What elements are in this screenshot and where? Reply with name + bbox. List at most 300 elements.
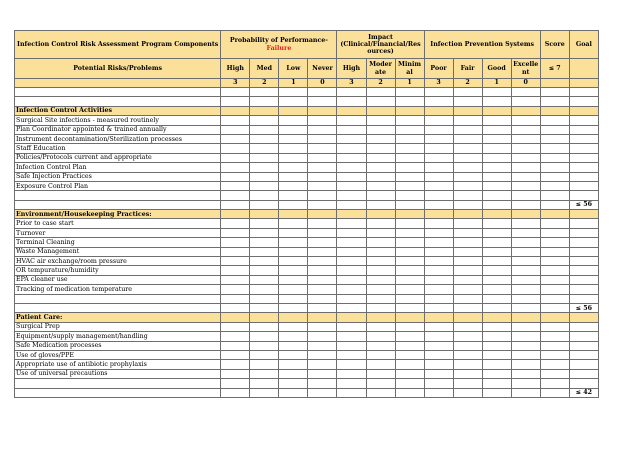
rating-cell[interactable] [482,181,511,190]
rating-cell[interactable] [453,172,482,181]
rating-cell[interactable] [366,360,395,369]
section-row [15,106,599,115]
rating-cell [250,303,279,312]
rating-cell[interactable] [279,350,308,359]
rating-cell [511,303,540,312]
rating-cell [482,106,511,115]
rating-cell[interactable] [482,257,511,266]
rating-cell[interactable] [366,238,395,247]
rating-cell[interactable] [395,341,424,350]
rating-cell[interactable] [395,369,424,378]
rating-cell[interactable] [453,360,482,369]
rating-cell[interactable] [221,172,250,181]
rating-cell [366,303,395,312]
rating-cell[interactable] [511,332,540,341]
rating-cell[interactable] [221,181,250,190]
rating-cell[interactable] [482,360,511,369]
rating-cell[interactable] [366,266,395,275]
rating-cell[interactable] [424,285,453,294]
rating-cell[interactable] [511,153,540,162]
rating-cell[interactable] [366,228,395,237]
rating-cell[interactable] [250,153,279,162]
rating-cell[interactable] [366,350,395,359]
rating-cell[interactable] [366,275,395,284]
rating-cell[interactable] [424,238,453,247]
rating-cell[interactable] [453,134,482,143]
rating-cell[interactable] [308,360,337,369]
score-cell [540,303,569,312]
rating-cell[interactable] [337,341,366,350]
risk-item: Exposure Control Plan [15,181,221,190]
rating-cell[interactable] [395,350,424,359]
rating-cell[interactable] [366,144,395,153]
rating-cell[interactable] [511,257,540,266]
rating-cell[interactable] [337,360,366,369]
rating-cell[interactable] [511,116,540,125]
table-row [15,228,599,237]
rating-cell[interactable] [221,163,250,172]
rating-cell[interactable] [308,322,337,331]
rating-cell[interactable] [453,219,482,228]
rating-cell [453,379,482,388]
rating-cell[interactable] [366,181,395,190]
rating-cell[interactable] [308,275,337,284]
rating-cell[interactable] [482,266,511,275]
rating-cell[interactable] [337,369,366,378]
rating-cell[interactable] [308,134,337,143]
rating-cell[interactable] [424,116,453,125]
total-row [15,200,599,209]
rating-cell[interactable] [337,172,366,181]
rating-cell[interactable] [279,219,308,228]
rating-cell[interactable] [221,228,250,237]
rating-cell[interactable] [279,369,308,378]
rating-cell[interactable] [395,322,424,331]
rating-cell[interactable] [395,257,424,266]
rating-cell[interactable] [482,275,511,284]
rating-cell[interactable] [366,247,395,256]
rating-cell[interactable] [221,125,250,134]
rating-cell[interactable] [453,144,482,153]
rating-cell[interactable] [395,125,424,134]
rating-cell[interactable] [424,257,453,266]
rating-cell[interactable] [424,360,453,369]
rating-cell[interactable] [395,332,424,341]
rating-cell[interactable] [395,163,424,172]
rating-cell[interactable] [279,360,308,369]
rating-cell [453,88,482,97]
rating-cell[interactable] [424,228,453,237]
rating-cell[interactable] [482,153,511,162]
rating-cell[interactable] [337,153,366,162]
rating-cell[interactable] [511,219,540,228]
rating-cell[interactable] [308,125,337,134]
rating-cell[interactable] [482,163,511,172]
rating-cell[interactable] [424,125,453,134]
rating-cell[interactable] [337,181,366,190]
rating-cell[interactable] [511,266,540,275]
rating-cell[interactable] [511,238,540,247]
rating-cell[interactable] [511,369,540,378]
rating-cell[interactable] [395,266,424,275]
rating-cell[interactable] [511,285,540,294]
table-row [15,369,599,378]
score-goal: ≤ 7 [540,59,569,79]
rating-cell[interactable] [424,144,453,153]
rating-cell[interactable] [453,247,482,256]
rating-cell[interactable] [221,341,250,350]
rating-cell[interactable] [250,275,279,284]
rating-cell[interactable] [395,181,424,190]
rating-cell[interactable] [308,153,337,162]
rating-cell[interactable] [453,257,482,266]
rating-cell[interactable] [221,285,250,294]
rating-cell[interactable] [250,369,279,378]
rating-cell[interactable] [250,181,279,190]
rating-cell[interactable] [308,332,337,341]
prob-score-med: 2 [250,79,279,88]
rating-cell[interactable] [250,238,279,247]
rating-cell [395,191,424,200]
rating-cell[interactable] [511,247,540,256]
rating-cell[interactable] [366,172,395,181]
table-row [15,116,599,125]
rating-cell[interactable] [395,153,424,162]
rating-cell[interactable] [453,285,482,294]
rating-cell [511,313,540,322]
rating-cell[interactable] [511,144,540,153]
rating-cell [482,379,511,388]
rating-cell[interactable] [395,219,424,228]
rating-cell[interactable] [424,369,453,378]
rating-cell[interactable] [279,144,308,153]
goal-cell [569,313,598,322]
rating-cell[interactable] [250,144,279,153]
rating-cell[interactable] [221,238,250,247]
rating-cell[interactable] [366,219,395,228]
rating-cell[interactable] [482,219,511,228]
rating-cell[interactable] [308,341,337,350]
rating-cell[interactable] [308,228,337,237]
score-cell [540,332,569,341]
rating-cell[interactable] [424,341,453,350]
rating-cell[interactable] [482,116,511,125]
prev-score-good: 1 [482,79,511,88]
rating-cell [308,97,337,106]
rating-cell[interactable] [482,125,511,134]
rating-cell[interactable] [395,275,424,284]
rating-cell[interactable] [337,125,366,134]
score-cell [540,369,569,378]
risk-item: Surgical Site infections - measured routinely [15,116,221,125]
rating-cell[interactable] [395,116,424,125]
rating-cell[interactable] [482,369,511,378]
rating-cell[interactable] [424,172,453,181]
rating-cell[interactable] [482,247,511,256]
rating-cell[interactable] [279,285,308,294]
rating-cell[interactable] [337,332,366,341]
rating-cell[interactable] [221,322,250,331]
rating-cell[interactable] [279,275,308,284]
rating-cell[interactable] [511,134,540,143]
rating-cell[interactable] [366,134,395,143]
goal-title: Goal [569,31,598,59]
table-row [15,341,599,350]
rating-cell[interactable] [337,275,366,284]
goal-cell [569,210,598,219]
rating-cell[interactable] [395,285,424,294]
rating-cell[interactable] [308,350,337,359]
rating-cell[interactable] [395,228,424,237]
rating-cell[interactable] [250,285,279,294]
rating-cell[interactable] [511,172,540,181]
rating-cell[interactable] [482,332,511,341]
rating-cell[interactable] [308,257,337,266]
rating-cell[interactable] [279,238,308,247]
rating-cell[interactable] [221,134,250,143]
rating-cell[interactable] [453,181,482,190]
risk-item: Prior to case start [15,219,221,228]
rating-cell[interactable] [482,322,511,331]
rating-cell [424,210,453,219]
goal-cell [569,97,598,106]
rating-cell[interactable] [279,125,308,134]
risk-item: Use of gloves/PPE [15,350,221,359]
rating-cell[interactable] [482,341,511,350]
table-row [15,153,599,162]
rating-cell[interactable] [482,350,511,359]
rating-cell[interactable] [250,219,279,228]
rating-cell[interactable] [453,369,482,378]
rating-cell[interactable] [308,116,337,125]
rating-cell[interactable] [366,341,395,350]
rating-cell[interactable] [453,153,482,162]
rating-cell[interactable] [453,322,482,331]
rating-cell [424,379,453,388]
rating-cell[interactable] [366,125,395,134]
rating-cell [366,200,395,209]
rating-cell[interactable] [337,228,366,237]
risk-item: Waste Management [15,247,221,256]
rating-cell[interactable] [221,257,250,266]
rating-cell[interactable] [366,285,395,294]
rating-cell[interactable] [511,360,540,369]
rating-cell[interactable] [395,238,424,247]
rating-cell[interactable] [250,322,279,331]
rating-cell[interactable] [511,125,540,134]
risk-assessment-table [14,30,599,398]
rating-cell[interactable] [250,228,279,237]
rating-cell[interactable] [308,219,337,228]
rating-cell[interactable] [250,125,279,134]
rating-cell[interactable] [511,228,540,237]
rating-cell[interactable] [250,134,279,143]
rating-cell[interactable] [453,350,482,359]
rating-cell[interactable] [482,228,511,237]
score-blank [540,79,569,88]
risk-item: Staff Education [15,144,221,153]
rating-cell[interactable] [337,163,366,172]
rating-cell[interactable] [279,257,308,266]
blank-cell [15,303,221,312]
rating-cell[interactable] [250,247,279,256]
rating-cell[interactable] [511,350,540,359]
rating-cell[interactable] [482,238,511,247]
rating-cell[interactable] [250,341,279,350]
rating-cell[interactable] [424,163,453,172]
rating-cell[interactable] [337,266,366,275]
rating-cell[interactable] [424,275,453,284]
rating-cell[interactable] [337,116,366,125]
rating-cell[interactable] [482,285,511,294]
rating-cell[interactable] [424,322,453,331]
rating-cell[interactable] [395,134,424,143]
rating-cell[interactable] [221,247,250,256]
rating-cell[interactable] [250,266,279,275]
rating-cell[interactable] [453,228,482,237]
score-cell [540,153,569,162]
rating-cell [308,88,337,97]
rating-cell[interactable] [308,285,337,294]
rating-cell[interactable] [453,266,482,275]
rating-cell[interactable] [395,247,424,256]
rating-cell[interactable] [424,332,453,341]
rating-cell[interactable] [337,219,366,228]
rating-cell[interactable] [366,257,395,266]
rating-cell[interactable] [424,350,453,359]
rating-cell[interactable] [337,322,366,331]
rating-cell [424,191,453,200]
rating-cell[interactable] [395,172,424,181]
rating-cell [221,200,250,209]
rating-cell[interactable] [482,172,511,181]
rating-cell[interactable] [395,360,424,369]
rating-cell[interactable] [250,172,279,181]
rating-cell[interactable] [279,266,308,275]
rating-cell[interactable] [511,322,540,331]
prob-score-high: 3 [221,79,250,88]
score-cell [540,379,569,388]
rating-cell [366,294,395,303]
rating-cell[interactable] [279,153,308,162]
rating-cell[interactable] [337,257,366,266]
rating-cell[interactable] [308,144,337,153]
rating-cell[interactable] [366,332,395,341]
rating-cell[interactable] [221,219,250,228]
rating-cell[interactable] [482,134,511,143]
rating-cell[interactable] [279,134,308,143]
goal-cell [569,275,598,284]
rating-cell[interactable] [279,332,308,341]
rating-cell[interactable] [424,219,453,228]
rating-cell[interactable] [221,266,250,275]
rating-cell[interactable] [337,238,366,247]
rating-cell [453,303,482,312]
rating-cell[interactable] [221,144,250,153]
rating-cell[interactable] [221,369,250,378]
rating-cell[interactable] [424,247,453,256]
rating-cell[interactable] [308,369,337,378]
prob-level-never: Never [308,59,337,79]
rating-cell[interactable] [250,257,279,266]
rating-cell[interactable] [279,341,308,350]
rating-cell[interactable] [511,341,540,350]
rating-cell[interactable] [453,125,482,134]
rating-cell[interactable] [453,238,482,247]
rating-cell[interactable] [366,116,395,125]
rating-cell[interactable] [424,181,453,190]
rating-cell[interactable] [279,181,308,190]
rating-cell[interactable] [453,341,482,350]
rating-cell[interactable] [511,163,540,172]
prev-score-fair: 2 [453,79,482,88]
rating-cell[interactable] [279,247,308,256]
rating-cell [221,106,250,115]
rating-cell[interactable] [424,266,453,275]
rating-cell[interactable] [221,116,250,125]
rating-cell[interactable] [308,266,337,275]
rating-cell[interactable] [511,275,540,284]
rating-cell[interactable] [221,360,250,369]
rating-cell[interactable] [308,238,337,247]
rating-cell [453,106,482,115]
rating-cell[interactable] [482,144,511,153]
rating-cell[interactable] [366,322,395,331]
rating-cell[interactable] [366,369,395,378]
rating-cell[interactable] [250,332,279,341]
impact-score-moderate: 2 [366,79,395,88]
rating-cell[interactable] [366,163,395,172]
rating-cell[interactable] [308,181,337,190]
blank-cell [15,379,221,388]
rating-cell[interactable] [250,116,279,125]
rating-cell[interactable] [337,285,366,294]
rating-cell[interactable] [279,163,308,172]
rating-cell [221,379,250,388]
rating-cell[interactable] [395,144,424,153]
prob-level-high: High [221,59,250,79]
rating-cell[interactable] [337,247,366,256]
rating-cell[interactable] [511,181,540,190]
rating-cell[interactable] [453,116,482,125]
rating-cell[interactable] [250,360,279,369]
rating-cell[interactable] [308,172,337,181]
rating-cell[interactable] [279,116,308,125]
rating-cell[interactable] [221,153,250,162]
rating-cell[interactable] [337,350,366,359]
rating-cell[interactable] [279,228,308,237]
rating-cell[interactable] [453,332,482,341]
goal-cell [569,163,598,172]
rating-cell[interactable] [221,350,250,359]
rating-cell[interactable] [308,163,337,172]
rating-cell [221,294,250,303]
rating-cell[interactable] [250,163,279,172]
rating-cell[interactable] [221,332,250,341]
rating-cell[interactable] [308,247,337,256]
rating-cell[interactable] [279,172,308,181]
rating-cell[interactable] [453,163,482,172]
rating-cell[interactable] [221,275,250,284]
rating-cell[interactable] [424,134,453,143]
rating-cell[interactable] [453,275,482,284]
rating-cell[interactable] [337,144,366,153]
rating-cell[interactable] [424,153,453,162]
rating-cell[interactable] [250,350,279,359]
rating-cell[interactable] [279,322,308,331]
rating-cell[interactable] [337,134,366,143]
rating-cell[interactable] [366,153,395,162]
